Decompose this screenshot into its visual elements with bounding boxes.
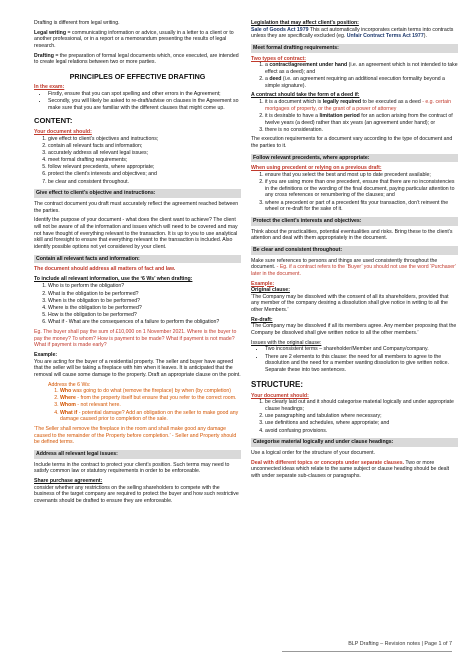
share-purchase-label: Share purchase agreement:	[34, 477, 103, 484]
precedent-list	[265, 172, 458, 213]
list-item: 2. contain all relevant facts and information;	[48, 143, 241, 150]
list-item: 4. Where is the obligation to be performed?	[48, 305, 241, 312]
list-item: 7. be clear and consistent throughout.	[48, 179, 241, 186]
list-item: 3. use definitions and schedules, where appropriate; and	[265, 420, 458, 427]
redraft-label: Re-draft:	[251, 316, 273, 323]
list-item: 5. How is the obligation to be performed?	[48, 312, 241, 319]
protect-bar: Protect the client’s interests and objectives:	[251, 217, 458, 226]
structure-heading: STRUCTURE:	[251, 379, 303, 389]
principles-heading: PRINCIPLES OF EFFECTIVE DRAFTING	[69, 71, 206, 81]
list-item: 1. a contract/agreement under hand (i.e. an agreement which is not intended to take effect as a deed); and	[265, 62, 458, 75]
legislation-label: Legislation that may affect client’s position:	[251, 20, 359, 26]
list-item: 4. avoid confusing provisions.	[265, 428, 458, 435]
example-label: Example:	[34, 351, 58, 358]
structure-should-label: Your document should:	[251, 392, 309, 399]
list-item: 3. When is the obligation to be performed?	[48, 298, 241, 305]
list-item: 1. ensure that you select the best and most up to date precedent available;	[265, 172, 458, 179]
list-item: 2. if you are using more than one precedent, ensure that there are no inconsistencies in the definitions or the wording of the final document, paying particular attention to any cross references or renumbering of the clauses; and	[265, 179, 458, 199]
must-address-text: The document should address all matters of fact and law.	[34, 266, 176, 273]
list-item: 4. What if - potential damage? Add an obligation on the seller to make good any damage caused prior to completion of the sale.	[60, 410, 241, 423]
exam-points-list	[48, 91, 241, 111]
in-exam-label: In the exam:	[34, 84, 65, 91]
precedents-bar: Follow relevant precedents, where appropriate:	[251, 154, 458, 163]
list-item: 6. protect the client’s interests and objectives; and	[48, 171, 241, 178]
seller-clause: ‘The Seller shall remove the fireplace in the room and shall make good any damage caused to the remainder of the Property before completion.’ - Seller and Property should be defined terms.	[34, 425, 237, 446]
list-item: 4. meet formal drafting requirements;	[48, 157, 241, 164]
deed-list	[265, 99, 458, 133]
should-list	[48, 136, 241, 186]
original-clause-label: Original clause:	[251, 287, 290, 294]
issues-list	[265, 346, 458, 373]
structure-list	[265, 399, 458, 434]
original-clause-text: ‘The Company may be dissolved with the consent of all its shareholders, provided that any member of the company desiring a dissolution shall give notice in writing to all the other Members.’	[251, 293, 449, 314]
categorise-text: Use a logical order for the structure of your document.	[251, 449, 375, 456]
list-item: 1. Who was going to do what (remove the fireplace) by when (by completion)	[60, 388, 241, 395]
give-effect-bar: Give effect to client’s objective and instructions:	[34, 189, 241, 198]
legal-issues-bar: Address all relevant legal issues:	[34, 450, 241, 459]
drafting-definition: Drafting = the preparation of formal legal documents which, once executed, are intended to create legal relations between two or more parties.	[34, 52, 239, 66]
list-item: • There are 2 elements to this clause: the need for all members to agree to the dissolution and the need for a member wanting dissolution to give written notice. Separate these into two sentences.	[265, 354, 458, 374]
content-heading: CONTENT:	[34, 116, 73, 126]
list-item: 1. be clearly laid out and it should categorise material logically and under appropriate clause headings;	[265, 399, 458, 412]
issues-label: Issues with the original clause:	[251, 339, 322, 346]
two-types-label: Two types of contract:	[251, 55, 306, 62]
ws-answers-list	[60, 388, 241, 423]
list-item: 2. it is desirable to have a limitation period for an action arising from the contract of twelve years (a deed) rather than six years (an agreement under hand); or	[265, 113, 458, 126]
right-column	[251, 20, 458, 508]
clear-text: Make sure references to persons and things are used consistently throughout the document. - Eg. if a contract refers to the ‘Buyer’ you should not use the word ‘Purchaser’ later in the document.	[251, 257, 457, 277]
list-item: 3. there is no consideration.	[265, 127, 458, 134]
legal-writing-definition: Legal writing = communicating information or advice, usually in a letter to a client or to another professional, or in a report or a memorandum presenting the results of legal research.	[34, 29, 234, 49]
contain-facts-bar: Contain all relevant facts and information:	[34, 255, 241, 264]
list-item: 1. give effect to client’s objectives and instructions;	[48, 136, 241, 143]
redraft-text: ‘The Company may be dissolved if all its members agree. Any member proposing that the Company be dissolved shall give written notice to all the other members.’	[251, 323, 457, 337]
list-item: • Two inconsistent terms – shareholder/Member and Company/company.	[265, 346, 458, 353]
sga-text: Sale of Goods Act 1979 This act automatically incorporates certain terms into contracts unless they are specifically excluded (eg. Unfair Contract Terms Act 1977).	[251, 26, 454, 40]
list-item: 2. What is the obligation to be performed?	[48, 291, 241, 298]
list-item: 2. a deed (i.e. an agreement requiring an additional execution formality beyond a simple signature).	[265, 76, 458, 89]
clear-consistent-bar: Be clear and consistent throughout:	[251, 246, 458, 255]
example-text: You are acting for the buyer of a residential property. The seller and buyer have agreed that the seller will be taking a fireplace with him when it leaves. It is anticipated that the removal will cause some damage to the property. Draft an appropriate clause on the point.	[34, 358, 241, 378]
give-effect-p2: Identify the purpose of your document - what does the client want to achieve? The client will not be aware of all the information and issues which will need to be covered and may not have thought of everything relevant to the transaction. It is up to you to use analytical skill and foresight to ensure that everything relevant to the transaction is included. Also identify possible options not yet considered by your client.	[34, 217, 238, 250]
list-item: • Firstly, ensure that you can spot spelling and other errors in the Agreement;	[48, 91, 241, 98]
footer-rule	[282, 651, 452, 652]
deal-text: Deal with different topics or concepts under separate clauses. Two or more unconnected ideas which relate to the same subject or clause heading should be dealt with under separate sub-clauses or paragraphs.	[251, 459, 450, 479]
execution-text: The execution requirements for a document vary according to the type of document and the parties to it.	[251, 136, 453, 149]
payment-example: Eg. The buyer shall pay the sum of £10,000 on 1 November 2021. Where is the buyer to pay the money? To whom? How is payment to be made? What if payment is not made? What if payment is made early?	[34, 328, 237, 349]
page-footer: BLP Drafting – Revision notes | Page 1 of 7	[348, 641, 452, 648]
list-item: 6. What if - What are the consequences of a failure to perform the obligation?	[48, 319, 241, 326]
contract-types-list	[265, 62, 458, 89]
list-item: 5. follow relevant precedents, where appropriate;	[48, 164, 241, 171]
share-purchase-text: consider whether any restrictions on the selling shareholders to compete with the business of the target company are required to protect the buyer and how such restrictive covenants should be drafted to ensure they are enforceable.	[34, 484, 239, 504]
list-item: 2. use paragraphing and tabulation where necessary;	[265, 413, 458, 420]
list-item: 3. accurately address all relevant legal issues;	[48, 150, 241, 157]
precedent-label: When using precedent or relying on a previous draft:	[251, 165, 382, 172]
categorise-bar: Categorise material logically and under clause headings:	[251, 438, 458, 447]
six-ws-list	[48, 283, 241, 325]
six-ws-label: To include all relevant information, use the ‘6 Ws’ when drafting:	[34, 275, 193, 282]
list-item: 1. Who is to perform the obligation?	[48, 283, 241, 290]
formal-requirements-bar: Meet formal drafting requirements:	[251, 44, 458, 53]
legal-issues-text: Include terms in the contract to protect your client’s position. Such terms may need to satisfy common law or statutory requirements in order to be enforceable.	[34, 461, 230, 475]
example-label-right: Example:	[251, 280, 275, 287]
protect-text: Think about the practicalities, potential eventualities and risks. Bring these to the client’s attention and deal with them appropriately in the document.	[251, 228, 453, 242]
list-item: 2. Where - from the property itself but ensure that you refer to the correct room.	[60, 395, 241, 402]
deed-label: A contract should take the form of a deed if:	[251, 92, 360, 99]
list-item: • Secondly, you will likely be asked to re-draft/advise on clauses in the Agreement so make sure that you are familiar with the different clauses that might come up.	[48, 98, 241, 111]
intro-text: Drafting is different from legal writing.	[34, 20, 120, 26]
left-column	[34, 20, 241, 508]
list-item: 3. where a precedent or part of a precedent fits your transaction, don’t reinvent the wheel or re-draft for the sake of it.	[265, 200, 458, 213]
list-item: 1. it is a document which is legally required to be executed as a deed - e.g. certain mortgages of property, or the grant of a power of attorney	[265, 99, 458, 112]
list-item: 3. Whom - not relevant here.	[60, 402, 241, 409]
two-columns	[34, 20, 458, 508]
address-6ws-label: Address the 6 Ws:	[48, 381, 91, 388]
should-label: Your document should:	[34, 129, 92, 135]
give-effect-p1: The contract document you draft must accurately reflect the agreement reached between the parties.	[34, 200, 239, 214]
